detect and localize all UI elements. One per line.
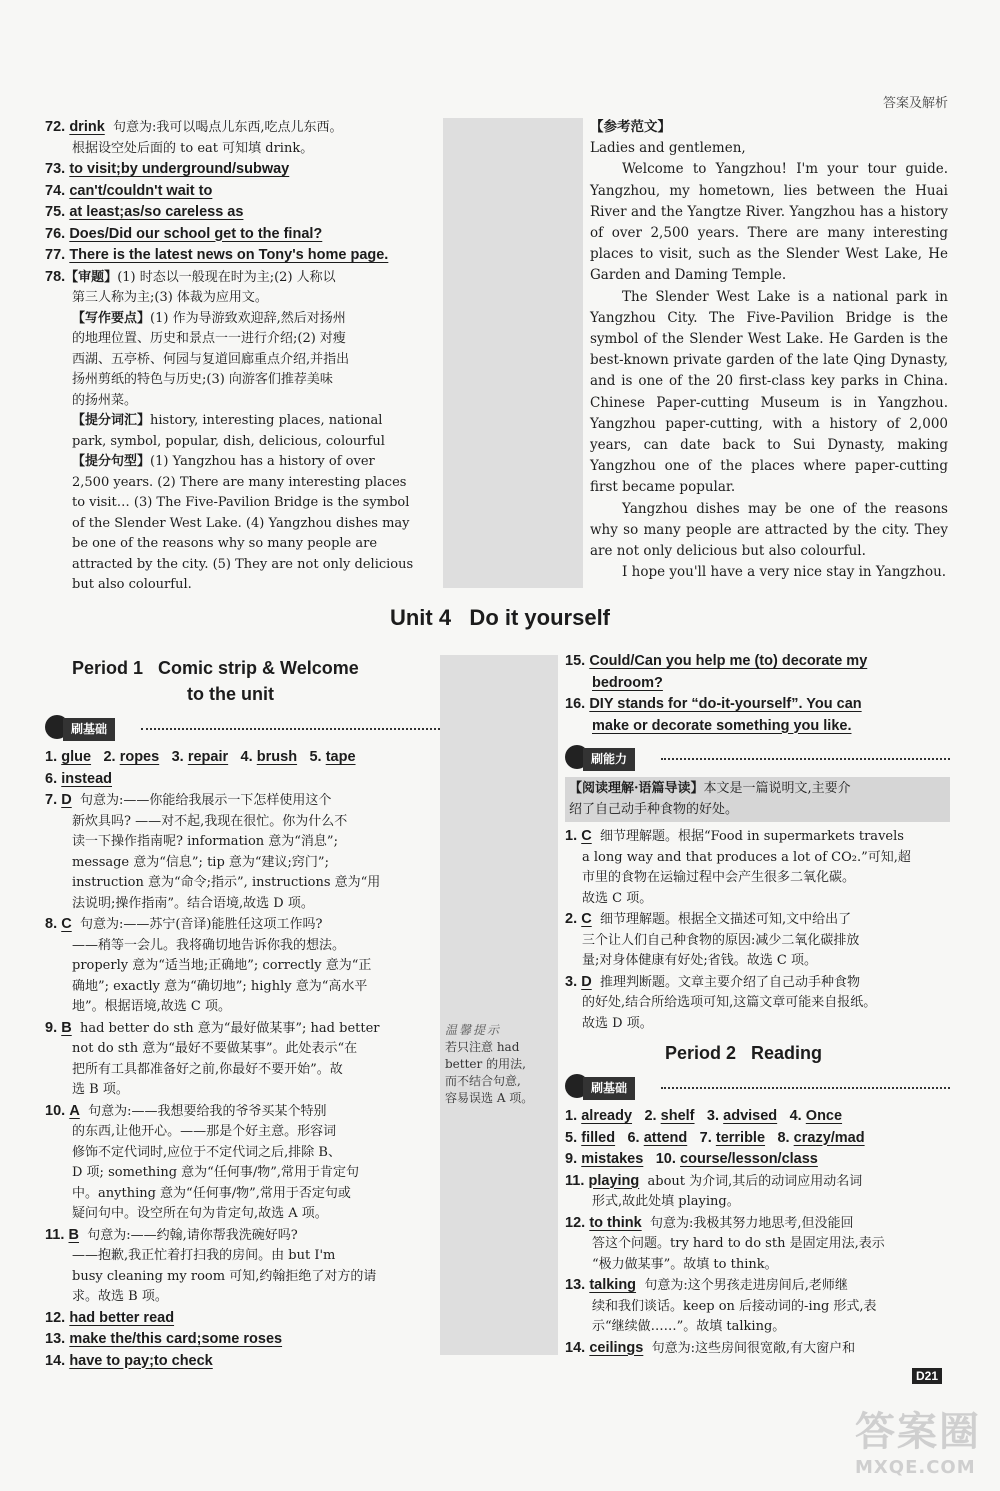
reading-answer-3: 3. D 推理判断题。文章主要介绍了自己动手种食物	[565, 973, 860, 990]
gray-strip-bottom	[440, 655, 558, 1355]
page-number: D21	[912, 1368, 942, 1384]
answer-77: 77. There is the latest news on Tony's home page.	[45, 247, 389, 263]
period1-title: Period 1 Comic strip & Welcome to the unit	[72, 658, 359, 704]
essay-paragraph: I hope you'll have a very nice stay in Yangzhou.	[622, 564, 947, 581]
answers-1-4: 1. already 2. shelf 3. advised 4. Once	[565, 1108, 843, 1124]
answer-8: 8. C 句意为:——苏宁(音译)能胜任这项工作吗?	[45, 916, 323, 932]
answer-b13: 13. talking 句意为:这个男孩走进房间后,老师继	[565, 1277, 848, 1293]
answer-12: 12. had better read	[45, 1309, 175, 1326]
answer-73: 73. to visit;by underground/subway	[45, 161, 290, 177]
answer-b14: 14. ceilings 句意为:这些房间很宽敞,有大窗户和	[565, 1339, 856, 1356]
answer-b11: 11. playing about 为介词,其后的动词应用动名词	[565, 1172, 863, 1189]
answer-6: 6. instead	[45, 770, 112, 787]
header-title: 答案及解析	[882, 96, 948, 111]
answer-76: 76. Does/Did our school get to the final?	[45, 225, 323, 242]
essay-label: 【参考范文】	[590, 119, 671, 135]
answer-15: 15. Could/Can you help me (to) decorate my	[565, 653, 868, 669]
reading-answer-2: 2. C 细节理解题。根据全文描述可知,文中给出了	[565, 911, 852, 927]
essay-paragraph: Yangzhou dishes may be one of the reasons why so many people are attracted by the city. They are not only delicious but also colourful.	[590, 500, 948, 560]
reading-guide: 【阅读理解·语篇导读】本文是一篇说明文,主要介 绍了自己动手种食物的好处。	[565, 777, 950, 822]
badge-nengli: 刷能力	[565, 743, 950, 773]
tip-title: 温馨提示	[445, 1023, 502, 1037]
badge-jichu: 刷基础	[45, 713, 440, 743]
essay-greeting: Ladies and gentlemen,	[590, 140, 746, 157]
answer-16: 16. DIY stands for “do-it-yourself”. You can	[565, 696, 862, 712]
answer-74: 74. can't/couldn't wait to	[45, 182, 213, 199]
answers-1-5: 1. glue 2. ropes 3. repair 4. brush 5. tape	[45, 749, 356, 765]
unit-title: Unit 4 Do it yourself	[389, 605, 611, 630]
watermark-logo: 答案圈 MXQE.COM	[855, 1409, 981, 1478]
essay-paragraph: The Slender West Lake is a national park in Yangzhou City. The Five-Pavilion Bridge is the symbol of the Slender West Lake. He Garden is the best-known private garden of the late Qing Dynasty, and is one of the 20 first-class key parks in China. Chinese Paper-cutting Museum is in Yangzhou. Yangzhou paper-cutting, with a history of 2,000 years, can date back to Sui Dynasty, making Yangzhou one of the places where paper-cutting first became popular.	[590, 288, 948, 496]
answer-10: 10. A 句意为:——我想要给我的爷爷买某个特别	[45, 1102, 327, 1119]
answer-75: 75. at least;as/so careless as	[45, 204, 244, 220]
right-column: 15. Could/Can you help me (to) decorate my bedroom? 16. DIY stands for “do-it-yourself”. You can make or decorate something you like. 刷能力 【阅读理解·语篇导读】本文是一篇说明文,主要介 绍了自己动手种食物的好处。 1. C 细节理解题。根据“Food in supermarkets travels a long way and that produces a lot of CO₂.”可知,超 市里的食物在运输过程中会产生很多二氧化碳。 故选 C 项。 2. C 细节理解题。根据全文描述可知,文中给出了 三个让人们自己种食物的原因:减少二氧化碳排放 量;对身体健康有好处;省钱。故选 C 项。 3. D 推理判断题。文章主要介绍了自己动手种食物 的好处,结合所给选项可知,这篇文章可能来自报纸。 故选 D 项。 Period 2 Reading 刷基础 1. already 2. shelf 3. advised 4. Once 5. filled 6. attend 7. terrible 8. crazy/mad 9. mistakes 10. course/lesson/class 11. playing about 为介词,其后的动词应用动名词 形式,故此处填 playing。 12. to think 句意为:我极其努力地思考,但没能回 答这个问题。try hard to do sth 是固定用法,表示 “极力做某事”。故填 to think。 13. talking 句意为:这个男孩走进房间后,老师继 续和我们谈话。keep on 后接动词的-ing 形式,表 示“继续做……”。故填 talking。 14. ceilings 句意为:这些房间很宽敞,有大窗户和	[565, 651, 950, 1359]
answers-72-78: 72. drink 句意为:我可以喝点儿东西,吃点儿东西。 根据设空处后面的 to eat 可知填 drink。 73. to visit;by underground/subway 74. can't/couldn't wait to 75. at least;as/so careless as 76. Does/Did our school get to the final? 77. There is the latest news on Tony's home page. 78.【审题】(1) 时态以一般现在时为主;(2) 人称以 第三人称为主;(3) 体裁为应用文。 【写作要点】(1) 作为导游致欢迎辞,然后对扬州 的地理位置、历史和景点一一进行介绍;(2) 对瘦 西湖、五亭桥、何园与复道回廊重点介绍,并指出 扬州剪纸的特色与历史;(3) 向游客们推荐美味 的扬州菜。 【提分词汇】history, interesting places, national park, symbol, popular, dish, delicious, colourful 【提分句型】(1) Yangzhou has a history of over 2,500 years. (2) There are many interesting places to visit… (3) The Five-Pavilion Bridge is the symbol of the Slender West Lake. (4) Yangzhou dishes may be one of the reasons why so many people are attracted by the city. (5) They are not only delicious but also colourful.	[45, 117, 440, 596]
essay-paragraph: Welcome to Yangzhou! I'm your tour guide. Yangzhou, my hometown, lies between the Huai River and the Yangtze River. Yangzhou has a history of over 2,500 years. There are many interesting places to visit, such as the Slender West Lake, He Garden and Daming Temple.	[590, 161, 948, 284]
answer-7: 7. D 句意为:——你能给我展示一下怎样使用这个	[45, 792, 332, 808]
answer-72: 72. drink 句意为:我可以喝点儿东西,吃点儿东西。	[45, 119, 343, 135]
answer-13: 13. make the/this card;some roses	[45, 1331, 283, 1347]
answer-9: 9. B had better do sth 意为“最好做某事”; had better	[45, 1019, 380, 1036]
period1-column: Period 1 Comic strip & Welcome to the unit 刷基础 1. glue 2. ropes 3. repair 4. brush 5. tape 6. instead 7. D 句意为:——你能给我展示一下怎样使用这个 新炊具吗? ——对不起,我现在很忙。你为什么不 读一下操作指南呢? information 意为“消息”; message 意为“信息”; tip 意为“建议;窍门”; instruction 意为“命令;指示”, instructions 意为“用 法说明;操作指南”。结合语境,故选 D 项。 8. C 句意为:——苏宁(音译)能胜任这项工作吗? ——稍等一会儿。我将确切地告诉你我的想法。 properly 意为“适当地;正确地”; correctly 意为“正 确地”; exactly 意为“确切地”; highly 意为“高水平 地”。根据语境,故选 C 项。 9. B had better do sth 意为“最好做某事”; had better not do sth 意为“最好不要做某事”。此处表示“在 把所有工具都准备好之前,你最好不要开始”。故 选 B 项。 10. A 句意为:——我想要给我的爷爷买某个特别 的东西,让他开心。——那是个好主意。形容词 修饰不定代词时,应位于不定代词之后,排除 B、 D 项; something 意为“任何事/物”,常用于肯定句 中。anything 意为“任何事/物”,常用于否定句或 疑问句中。设空所在句为肯定句,故选 A 项。 11. B 句意为:——约翰,请你帮我洗碗好吗? ——抱歉,我正忙着打扫我的房间。由 but I'm busy cleaning my room 可知,约翰拒绝了对方的请 求。故选 B 项。 12. had better read 13. make the/this card;some roses 14. have to pay;to check	[45, 655, 440, 1372]
answer-11: 11. B 句意为:——约翰,请你帮我洗碗好吗?	[45, 1226, 298, 1243]
reading-answer-1: 1. C 细节理解题。根据“Food in supermarkets travels	[565, 828, 904, 844]
answer-78: 78.【审题】(1) 时态以一般现在时为主;(2) 人称以	[45, 268, 336, 285]
answers-9-10: 9. mistakes 10. course/lesson/class	[565, 1151, 818, 1167]
answer-14: 14. have to pay;to check	[45, 1352, 213, 1369]
gray-strip-top	[443, 118, 583, 588]
tip-box: 温馨提示 若只注意 had better 的用法, 而不结合句意, 容易误选 A 项。	[445, 1022, 563, 1107]
answer-b12: 12. to think 句意为:我极其努力地思考,但没能回	[565, 1214, 854, 1231]
period2-title: Period 2 Reading	[665, 1043, 823, 1063]
model-essay	[590, 117, 948, 583]
answers-5-8: 5. filled 6. attend 7. terrible 8. crazy/mad	[565, 1129, 865, 1146]
badge-jichu-2: 刷基础	[565, 1072, 950, 1102]
